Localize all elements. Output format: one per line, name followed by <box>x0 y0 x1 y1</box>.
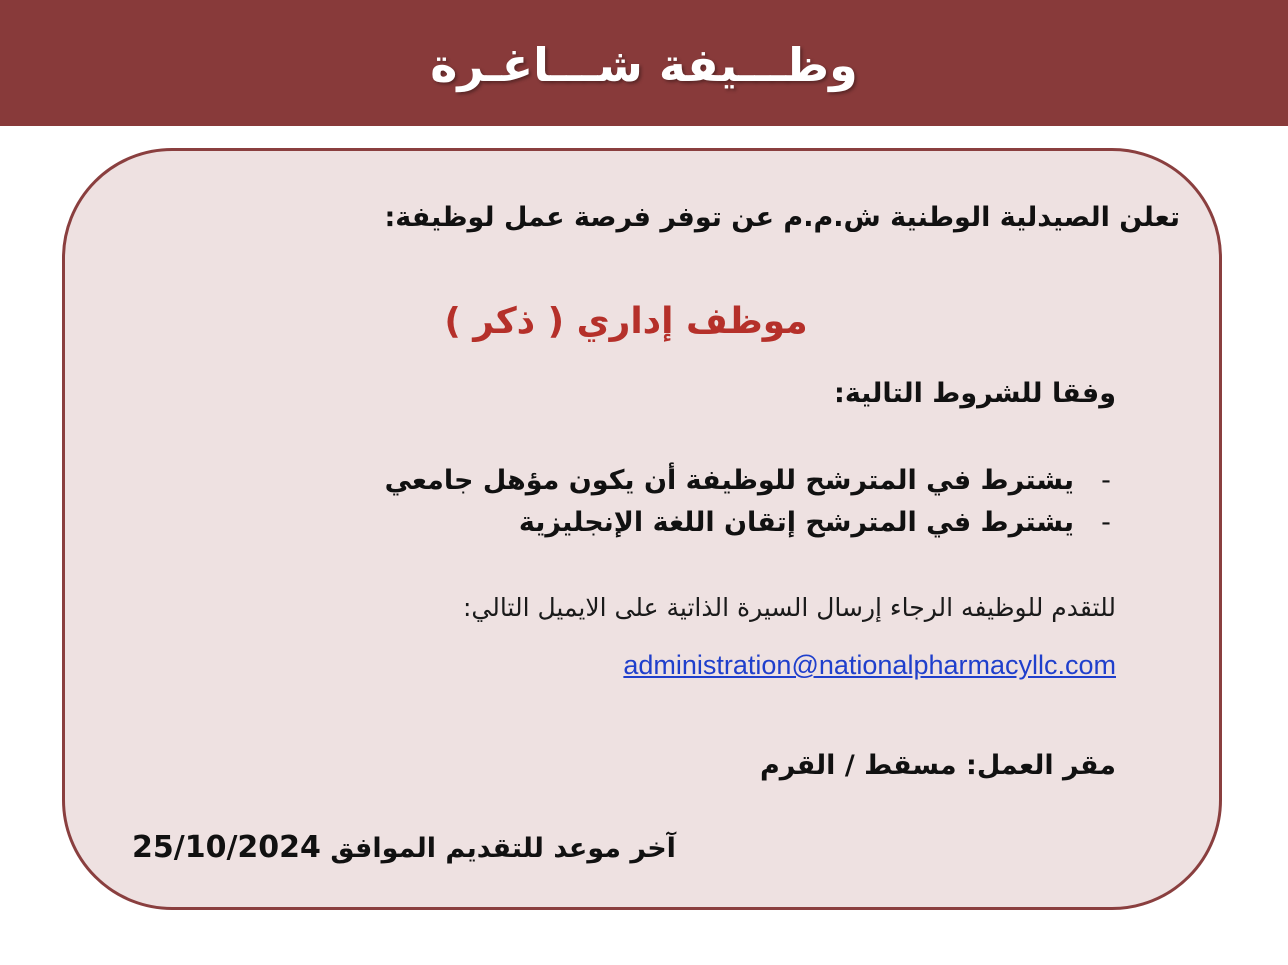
email-link[interactable]: administration@nationalpharmacyllc.com <box>623 650 1116 680</box>
deadline-label: آخر موعد للتقديم الموافق <box>330 833 676 864</box>
requirement-text: يشترط في المترشح إتقان اللغة الإنجليزية <box>518 507 1074 538</box>
bullet-dash: - <box>1101 507 1111 538</box>
work-location: مقر العمل: مسقط / القرم <box>760 750 1116 781</box>
list-item <box>385 502 1116 544</box>
page-title: وظـــيفة شـــاغـرة <box>430 38 858 92</box>
requirements-list <box>385 460 1116 544</box>
deadline <box>132 826 676 871</box>
conditions-heading: وفقا للشروط التالية: <box>834 378 1116 409</box>
deadline-date: 25/10/2024 <box>132 830 321 865</box>
requirement-text: يشترط في المترشح للوظيفة أن يكون مؤهل جامعي <box>384 465 1074 496</box>
apply-instructions: للتقدم للوظيفه الرجاء إرسال السيرة الذاتية على الايميل التالي: <box>462 593 1116 622</box>
intro-text: تعلن الصيدلية الوطنية ش.م.م عن توفر فرصة عمل لوظيفة: <box>384 202 1180 233</box>
bullet-dash: - <box>1101 465 1111 496</box>
list-item <box>385 460 1116 502</box>
job-title: موظف إداري ( ذكر ) <box>444 301 808 342</box>
